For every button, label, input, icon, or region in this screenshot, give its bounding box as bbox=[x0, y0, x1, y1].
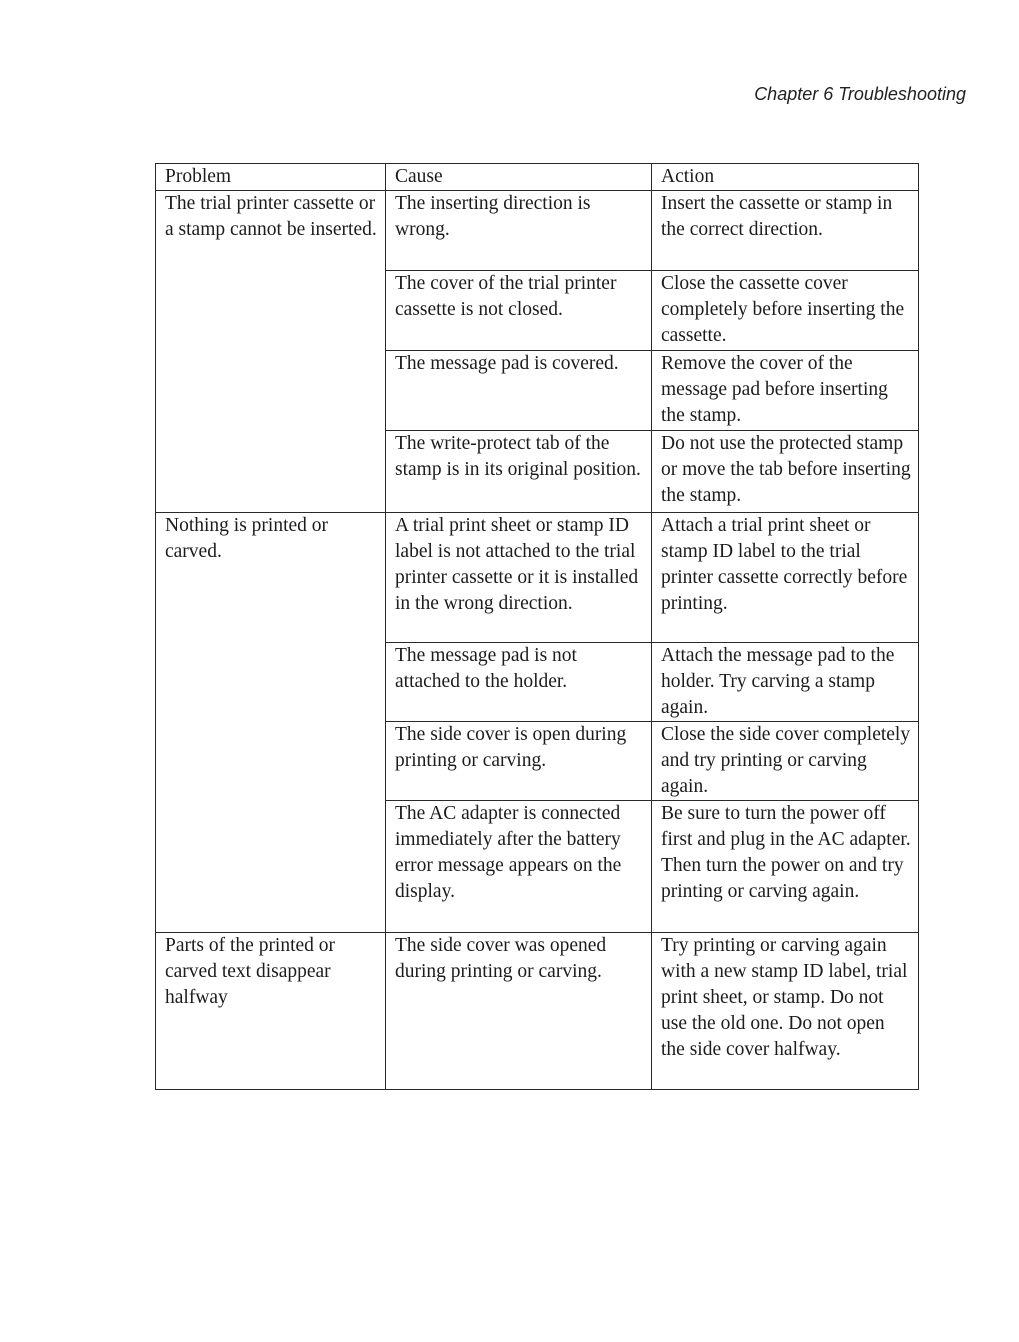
table-header-row bbox=[156, 164, 919, 191]
action-cell: Insert the cassette or stamp in the correct direction. bbox=[652, 191, 919, 271]
problem-cell: The trial printer cassette or a stamp cannot be inserted. bbox=[156, 191, 386, 513]
cause-cell: The cover of the trial printer cassette is not closed. bbox=[386, 271, 652, 351]
table-row bbox=[156, 191, 919, 271]
table-row bbox=[156, 513, 919, 643]
action-cell: Be sure to turn the power off first and plug in the AC adapter. Then turn the power on and try printing or carving again. bbox=[652, 801, 919, 933]
action-cell: Try printing or carving again with a new stamp ID label, trial print sheet, or stamp. Do not use the old one. Do not open the side cover halfway. bbox=[652, 933, 919, 1090]
problem-cell: Parts of the printed or carved text disappear halfway bbox=[156, 933, 386, 1090]
action-cell: Close the cassette cover completely before inserting the cassette. bbox=[652, 271, 919, 351]
cause-cell: The write-protect tab of the stamp is in its original position. bbox=[386, 431, 652, 513]
cause-cell: The side cover was opened during printing or carving. bbox=[386, 933, 652, 1090]
action-cell: Attach a trial print sheet or stamp ID label to the trial printer cassette correctly before printing. bbox=[652, 513, 919, 643]
action-cell: Attach the message pad to the holder. Try carving a stamp again. bbox=[652, 643, 919, 722]
column-header-problem: Problem bbox=[156, 164, 386, 191]
action-cell: Remove the cover of the message pad before inserting the stamp. bbox=[652, 351, 919, 431]
cause-cell: The AC adapter is connected immediately after the battery error message appears on the display. bbox=[386, 801, 652, 933]
column-header-cause: Cause bbox=[386, 164, 652, 191]
action-cell: Do not use the protected stamp or move the tab before inserting the stamp. bbox=[652, 431, 919, 513]
column-header-action: Action bbox=[652, 164, 919, 191]
troubleshooting-table bbox=[155, 163, 919, 1090]
cause-cell: The message pad is not attached to the holder. bbox=[386, 643, 652, 722]
cause-cell: The message pad is covered. bbox=[386, 351, 652, 431]
table-row bbox=[156, 933, 919, 1090]
cause-cell: The side cover is open during printing or carving. bbox=[386, 722, 652, 801]
cause-cell: The inserting direction is wrong. bbox=[386, 191, 652, 271]
action-cell: Close the side cover completely and try printing or carving again. bbox=[652, 722, 919, 801]
problem-cell: Nothing is printed or carved. bbox=[156, 513, 386, 933]
cause-cell: A trial print sheet or stamp ID label is not attached to the trial printer cassette or it is installed in the wrong direction. bbox=[386, 513, 652, 643]
chapter-header: Chapter 6 Troubleshooting bbox=[754, 84, 966, 104]
